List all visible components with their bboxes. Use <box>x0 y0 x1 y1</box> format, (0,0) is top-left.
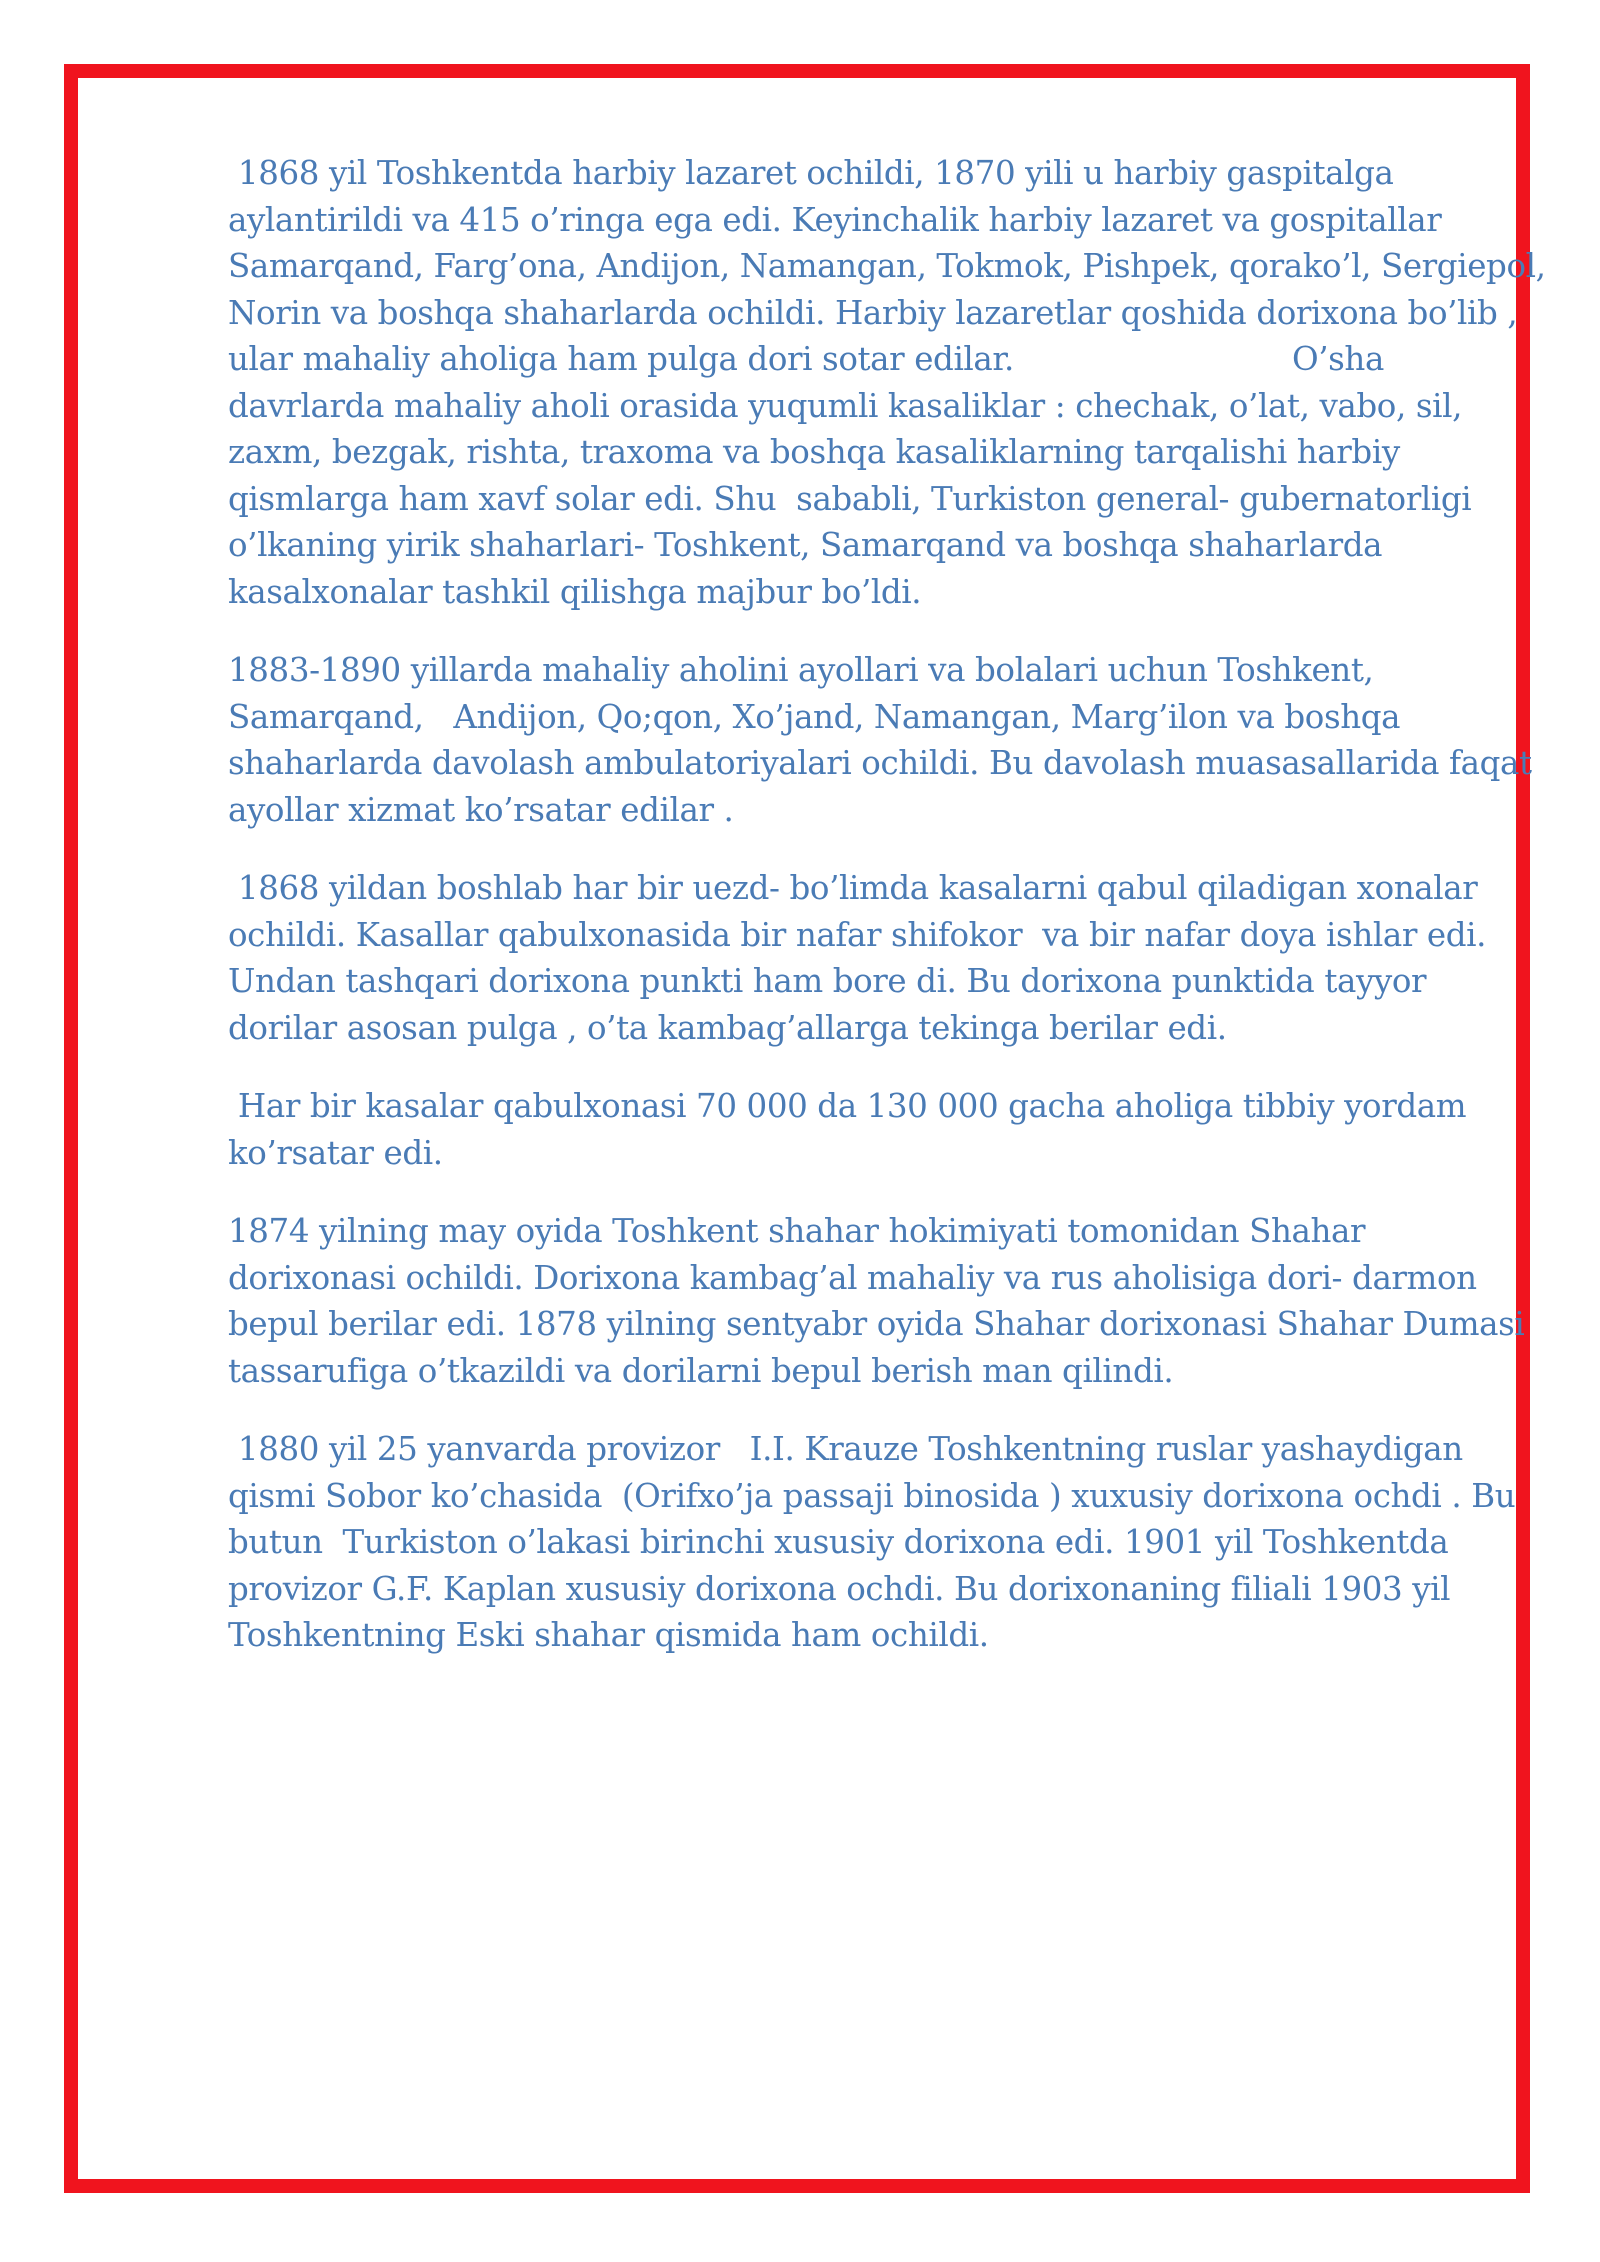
text-line: provizor G.F. Kaplan xususiy dorixona ochdi. Bu dorixonaning filiali 1903 yil <box>228 1569 1451 1608</box>
text-line: dorixonasi ochildi. Dorixona kambag’al mahaliy va rus aholisiga dori- darmon <box>228 1258 1477 1297</box>
text-line: butun Turkiston o’lakasi birinchi xususiy dorixona edi. 1901 yil Toshkentda <box>228 1523 1449 1561</box>
text-line: qismi Sobor ko’chasida (Orifxo’ja passaji binosida ) xuxusiy dorixona ochdi . Bu <box>228 1476 1516 1515</box>
text-line: kasalxonalar tashkil qilishga majbur bo’ldi. <box>228 572 922 611</box>
text-line: bepul berilar edi. 1878 yilning sentyabr oyida Shahar dorixonasi Shahar Dumasi <box>228 1305 1525 1343</box>
text-line: 1868 yil Toshkentda harbiy lazaret ochildi, 1870 yili u harbiy gaspitalga <box>228 154 1394 192</box>
text-line: zaxm, bezgak, rishta, traxoma va boshqa kasaliklarning tarqalishi harbiy <box>228 433 1400 471</box>
text-line: Har bir kasalar qabulxonasi 70 000 da 130 000 gacha aholiga tibbiy yordam <box>228 1087 1467 1125</box>
paragraph-4 <box>228 1083 1518 1176</box>
text-line: ular mahaliy aholiga ham pulga dori sotar edilar. O’sha <box>228 340 1384 378</box>
text-line: ko’rsatar edi. <box>228 1133 443 1172</box>
paragraph-1 <box>228 150 1546 615</box>
text-line: Undan tashqari dorixona punkti ham bore di. Bu dorixona punktida tayyor <box>228 962 1427 1000</box>
text-line: 1874 yilning may oyida Toshkent shahar hokimiyati tomonidan Shahar <box>228 1212 1366 1250</box>
text-line: 1868 yildan boshlab har bir uezd- bo’limda kasalarni qabul qiladigan xonalar <box>228 869 1478 907</box>
text-line: davrlarda mahaliy aholi orasida yuqumli kasaliklar : chechak, o’lat, vabo, sil, <box>228 386 1463 425</box>
text-line: ayollar xizmat ko’rsatar edilar . <box>228 790 734 829</box>
text-line: tassarufiga o’tkazildi va dorilarni bepul berish man qilindi. <box>228 1351 1174 1390</box>
text-line: 1883-1890 yillarda mahaliy aholini ayollari va bolalari uchun Toshkent, <box>228 651 1374 689</box>
text-line: qismlarga ham xavf solar edi. Shu sababli, Turkiston general- gubernatorligi <box>228 479 1472 518</box>
document-body <box>228 150 1546 1691</box>
text-line: ochildi. Kasallar qabulxonasida bir nafar shifokor va bir nafar doya ishlar edi. <box>228 915 1487 954</box>
paragraph-6 <box>228 1426 1518 1659</box>
text-line: Norin va boshqa shaharlarda ochildi. Harbiy lazaretlar qoshida dorixona bo’lib , <box>228 293 1518 332</box>
text-line: Samarqand, Andijon, Qo;qon, Xo’jand, Namangan, Marg’ilon va boshqa <box>228 697 1401 736</box>
text-line: Samarqand, Farg’ona, Andijon, Namangan, Tokmok, Pishpek, qorako’l, Sergiepol, <box>228 247 1546 285</box>
text-line: o’lkaning yirik shaharlari- Toshkent, Samarqand va boshqa shaharlarda <box>228 526 1383 564</box>
text-line: 1880 yil 25 yanvarda provizor I.I. Krauze Toshkentning ruslar yashaydigan <box>228 1430 1463 1468</box>
paragraph-3 <box>228 865 1518 1051</box>
paragraph-5 <box>228 1208 1525 1394</box>
paragraph-2 <box>228 647 1532 833</box>
text-line: Toshkentning Eski shahar qismida ham ochildi. <box>228 1616 989 1654</box>
text-line: shaharlarda davolash ambulatoriyalari ochildi. Bu davolash muasasallarida faqat <box>228 744 1532 782</box>
text-line: dorilar asosan pulga , o’ta kambag’allarga tekinga berilar edi. <box>228 1008 1227 1047</box>
text-line: aylantirildi va 415 o’ringa ega edi. Keyinchalik harbiy lazaret va gospitallar <box>228 200 1442 239</box>
